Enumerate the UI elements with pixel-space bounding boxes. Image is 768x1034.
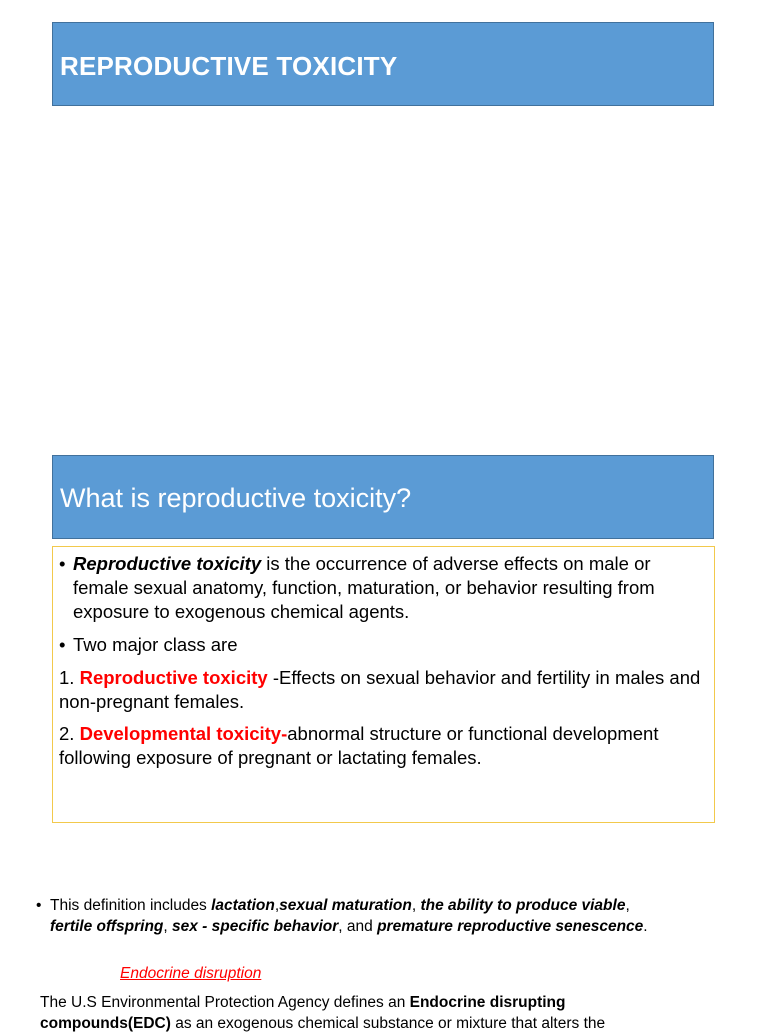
text-prefix: This definition includes <box>50 897 212 914</box>
sep: , <box>411 897 421 914</box>
definition-body: is the occurrence of adverse effects on male or female sexual anatomy, function, maturation, or behavior resulting from exposure to exogenous chemical agents. <box>73 553 655 622</box>
sep: . <box>643 918 648 935</box>
term-developmental-toxicity-red: Developmental toxicity- <box>79 723 288 744</box>
epa-suffix: as an exogenous chemical substance or mixture that alters the <box>170 1015 606 1032</box>
title-banner-1 <box>52 22 714 106</box>
bullet-dot: • <box>59 553 66 574</box>
sep: , and <box>338 918 378 935</box>
term-edc: Endocrine disrupting compounds(EDC) <box>40 994 566 1032</box>
item-2-text: abnormal structure or functional development following exposure of pregnant or lactating females. <box>59 723 659 768</box>
bullet-definition-includes <box>36 895 676 937</box>
epa-definition-text <box>40 992 690 1034</box>
term-premature-senescence: premature reproductive senescence <box>377 918 644 935</box>
slide-title-reproductive-toxicity: REPRODUCTIVE TOXICITY <box>60 51 398 81</box>
bullet-definition <box>59 552 702 624</box>
term-reproductive-toxicity-red: Reproductive toxicity <box>79 667 268 688</box>
bullet-two-classes-text: Two major class are <box>73 634 238 655</box>
title-banner-2 <box>52 455 714 539</box>
numbered-item-2 <box>59 722 702 770</box>
term-sex-specific: sex - specific behavior <box>172 918 339 935</box>
endocrine-disruption-heading: Endocrine disruption <box>120 965 262 982</box>
slide-title-what-is: What is reproductive toxicity? <box>60 483 412 513</box>
bullet-definition-text <box>59 552 702 624</box>
bullet-dot: • <box>59 634 66 655</box>
item-number: 1. <box>59 667 80 688</box>
item-1-text: -Effects on sexual behavior and fertility in males and non-pregnant females. <box>59 667 701 712</box>
item-number: 2. <box>59 723 80 744</box>
term-ability-viable: the ability to produce viable <box>420 897 626 914</box>
term-reproductive-toxicity: Reproductive toxicity <box>73 553 262 574</box>
epa-prefix: The U.S Environmental Protection Agency defines an <box>40 994 410 1011</box>
numbered-item-1 <box>59 666 702 714</box>
term-sexual-maturation: sexual maturation <box>279 897 412 914</box>
term-lactation: lactation <box>211 897 275 914</box>
bullet-two-classes <box>59 633 702 657</box>
sep: , <box>625 897 630 914</box>
definition-content-box <box>52 546 715 823</box>
term-fertile-offspring: fertile offspring <box>50 918 164 935</box>
sep: , <box>274 897 280 914</box>
sep: , <box>163 918 173 935</box>
definition-includes-text <box>36 895 676 937</box>
bullet-dot: • <box>36 897 42 914</box>
